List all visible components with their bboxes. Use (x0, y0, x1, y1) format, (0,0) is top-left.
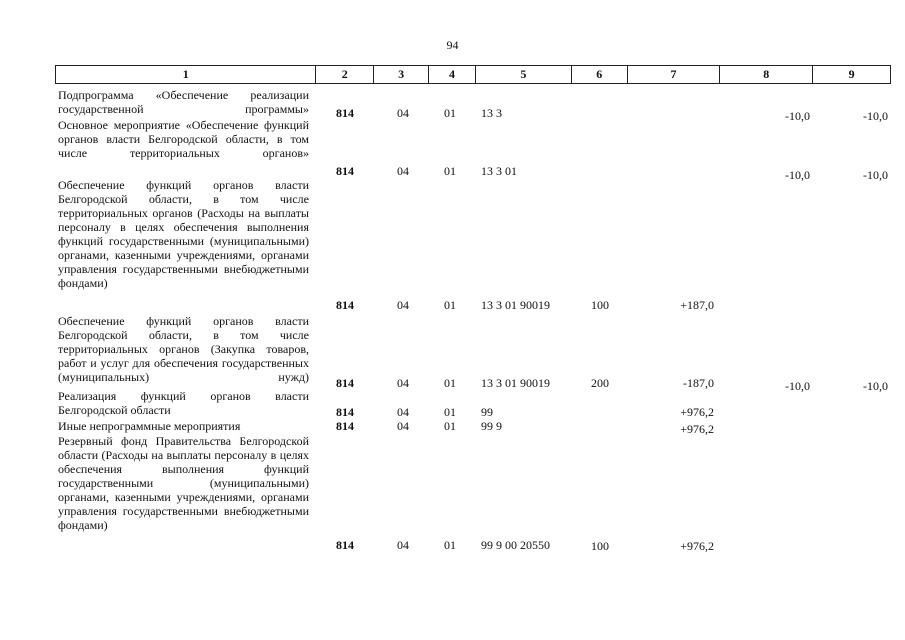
cell-col-9: -10,0 (863, 109, 888, 123)
row-description: Подпрограмма «Обеспечение реализации государственной программы» (58, 88, 309, 116)
cell-col-8: -10,0 (785, 379, 810, 393)
cell-col-2: 814 (336, 419, 354, 433)
cell-col-4: 01 (444, 376, 456, 390)
header-col-1: 1 (56, 66, 316, 83)
header-col-8: 8 (720, 66, 813, 83)
page-number: 94 (446, 38, 459, 52)
header-col-4: 4 (429, 66, 476, 83)
header-col-7: 7 (628, 66, 721, 83)
cell-col-2: 814 (336, 106, 354, 120)
cell-col-3: 04 (397, 419, 409, 433)
cell-col-2: 814 (336, 405, 354, 419)
header-col-6: 6 (572, 66, 628, 83)
row-description: Реализация функций органов власти Белгородской области (58, 389, 309, 417)
row-description: Обеспечение функций органов власти Белгородской области, в том числе территориальных органов (Расходы на выплаты персоналу в целях обеспечения выполнения функций государственными (муниципальными) органами, казенными учреждениями, органами управления государственными внебюджетными фондами) (58, 178, 309, 290)
cell-col-7: +187,0 (680, 298, 714, 312)
cell-col-4: 01 (444, 106, 456, 120)
cell-col-7: -187,0 (683, 376, 714, 390)
header-col-9: 9 (848, 67, 855, 81)
cell-col-2: 814 (336, 298, 354, 312)
table-header (55, 65, 891, 84)
cell-col-3: 04 (397, 298, 409, 312)
cell-col-8: -10,0 (785, 168, 810, 182)
cell-col-6: 200 (591, 376, 609, 390)
cell-col-5: 13 3 01 90019 (481, 298, 550, 312)
cell-col-9: -10,0 (863, 168, 888, 182)
cell-col-5: 13 3 01 (481, 164, 517, 178)
header-col-5: 5 (476, 66, 572, 83)
header-col-2: 2 (316, 66, 374, 83)
cell-col-2: 814 (336, 538, 354, 552)
cell-col-5: 13 3 (481, 106, 502, 120)
cell-col-4: 01 (444, 538, 456, 552)
cell-col-3: 04 (397, 538, 409, 552)
row-description: Обеспечение функций органов власти Белгородской области, в том числе территориальных органов (Закупка товаров, работ и услуг для обеспечения государственных (муниципальных) нужд) (58, 314, 309, 384)
cell-col-4: 01 (444, 419, 456, 433)
cell-col-3: 04 (397, 376, 409, 390)
cell-col-6: 100 (591, 539, 609, 553)
row-description: Основное мероприятие «Обеспечение функций органов власти Белгородской области, в том числе территориальных органов» (58, 118, 309, 160)
cell-col-7: +976,2 (680, 539, 714, 553)
cell-col-7: +976,2 (680, 405, 714, 419)
cell-col-3: 04 (397, 106, 409, 120)
cell-col-2: 814 (336, 164, 354, 178)
cell-col-4: 01 (444, 405, 456, 419)
cell-col-3: 04 (397, 164, 409, 178)
cell-col-6: 100 (591, 298, 609, 312)
cell-col-9: -10,0 (863, 379, 888, 393)
cell-col-7: +976,2 (680, 422, 714, 436)
row-description: Иные непрограммные мероприятия (58, 419, 241, 433)
cell-col-5: 99 9 00 20550 (481, 538, 550, 552)
cell-col-5: 99 (481, 405, 493, 419)
header-col-3: 3 (374, 66, 429, 83)
cell-col-2: 814 (336, 376, 354, 390)
cell-col-5: 99 9 (481, 419, 502, 433)
cell-col-4: 01 (444, 164, 456, 178)
cell-col-5: 13 3 01 90019 (481, 376, 550, 390)
cell-col-4: 01 (444, 298, 456, 312)
cell-col-3: 04 (397, 405, 409, 419)
row-description: Резервный фонд Правительства Белгородской области (Расходы на выплаты персоналу в целях обеспечения выполнения функций государственными (муниципальными) органами, казенными учреждениями, органами управления государственными внебюджетными фондами) (58, 434, 309, 532)
cell-col-8: -10,0 (785, 109, 810, 123)
